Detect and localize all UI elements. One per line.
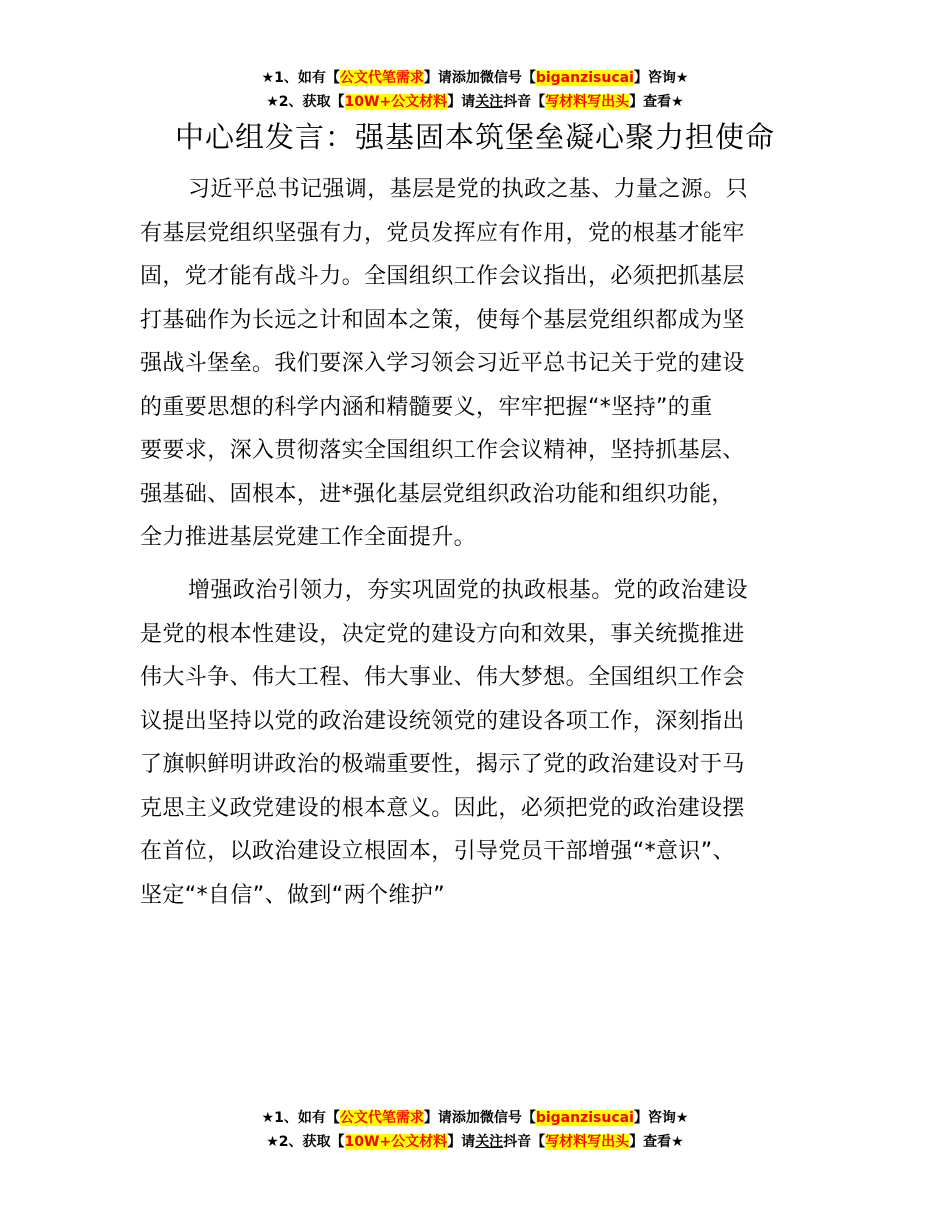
ad-line-2-mid: 】请 [447,1134,476,1150]
paragraph-line: 全力推进基层党建工作全面提升。 [140,525,477,550]
paragraph-line: 要要求，深入贯彻落实全国组织工作会议精神，坚持抓基层、 [140,438,745,463]
ad-highlight-douyin: 写材料写出头 [545,94,630,110]
paragraph-line: 有基层党组织坚强有力，党员发挥应有作用，党的根基才能牢 [140,220,745,246]
ad-line-2-mid2: 抖音【 [503,1134,546,1150]
bottom-ad-banner [0,1106,950,1154]
ad-highlight-materials: 10W+公文材料 [344,1134,448,1150]
ad-line-1-prefix: ★1、如有【 [261,70,340,86]
ad-highlight-douyin: 写材料写出头 [545,1134,630,1150]
body-paragraph-2 [140,569,816,917]
paragraph-line: 是党的根本性建设，决定党的建设方向和效果，事关统揽推进 [140,621,745,647]
ad-line-1-mid2: 微信号【 [479,1110,536,1126]
ad-highlight-writing-service: 公文代笔需求 [339,70,424,86]
ad-line-1-mid2: 微信号【 [479,70,536,86]
paragraph-line: 习近平总书记强调，基层是党的执政之基、力量之源。只 [188,177,749,202]
paragraph-line: 坚定“*自信”、做到“两个维护” [140,882,445,908]
ad-line-1-mid: 】请 [423,70,452,86]
paragraph-line: 议提出坚持以党的政治建设统领党的建设各项工作，深刻指出 [140,708,745,734]
ad-line-1-suffix: 】咨询★ [633,1110,689,1126]
ad-line-1-prefix: ★1、如有【 [261,1110,340,1126]
ad-line-2-mid2: 抖音【 [503,94,546,110]
paragraph-line: 固，党才能有战斗力。全国组织工作会议指出，必须把抓基层 [140,264,745,289]
document-title: 中心组发言：强基固本筑堡垒凝心聚力担使命 [174,120,775,154]
paragraph-line: 克思主义政党建设的根本意义。因此，必须把党的政治建设摆 [140,795,745,821]
ad-line-2-suffix: 】查看★ [629,1134,684,1150]
ad-line-2-mid: 】请 [447,94,476,110]
ad-line-2-emph: 关注 [475,94,504,110]
paragraph-line: 强战斗堡垒。我们要深入学习领会习近平总书记关于党的建设 [140,351,745,376]
paragraph-line: 打基础作为长远之计和固本之策，使每个基层党组织都成为坚 [140,307,745,333]
paragraph-line: 在首位，以政治建设立根固本，引导党员干部增强“*意识”、 [140,839,735,864]
body-paragraph-1 [140,168,816,560]
paragraph-line: 伟大斗争、伟大工程、伟大事业、伟大梦想。全国组织工作会 [140,665,745,690]
ad-highlight-wechat-id: biganzisucai [535,70,634,86]
ad-line-2 [0,1130,950,1154]
ad-line-1-emph: 添加 [451,70,480,86]
ad-highlight-materials: 10W+公文材料 [344,94,448,110]
ad-line-2-emph: 关注 [475,1134,504,1150]
ad-line-1-suffix: 】咨询★ [633,70,689,86]
ad-line-1-emph: 添加 [451,1110,480,1126]
paragraph-line: 的重要思想的科学内涵和精髓要义，牢牢把握“*坚持”的重 [140,394,713,420]
top-ad-banner [0,66,950,114]
paragraph-line: 了旗帜鲜明讲政治的极端重要性，揭示了党的政治建设对于马 [140,752,745,777]
ad-line-2-suffix: 】查看★ [629,94,684,110]
paragraph-line: 增强政治引领力，夯实巩固党的执政根基。党的政治建设 [188,578,749,603]
ad-line-2 [0,90,950,114]
ad-line-1-mid: 】请 [423,1110,452,1126]
paragraph-line: 强基础、固根本，进*强化基层党组织政治功能和组织功能， [140,481,734,507]
ad-highlight-writing-service: 公文代笔需求 [339,1110,424,1126]
ad-highlight-wechat-id: biganzisucai [535,1110,634,1126]
ad-line-1 [0,1106,950,1130]
ad-line-2-prefix: ★2、获取【 [266,1134,345,1150]
ad-line-1 [0,66,950,90]
ad-line-2-prefix: ★2、获取【 [266,94,345,110]
